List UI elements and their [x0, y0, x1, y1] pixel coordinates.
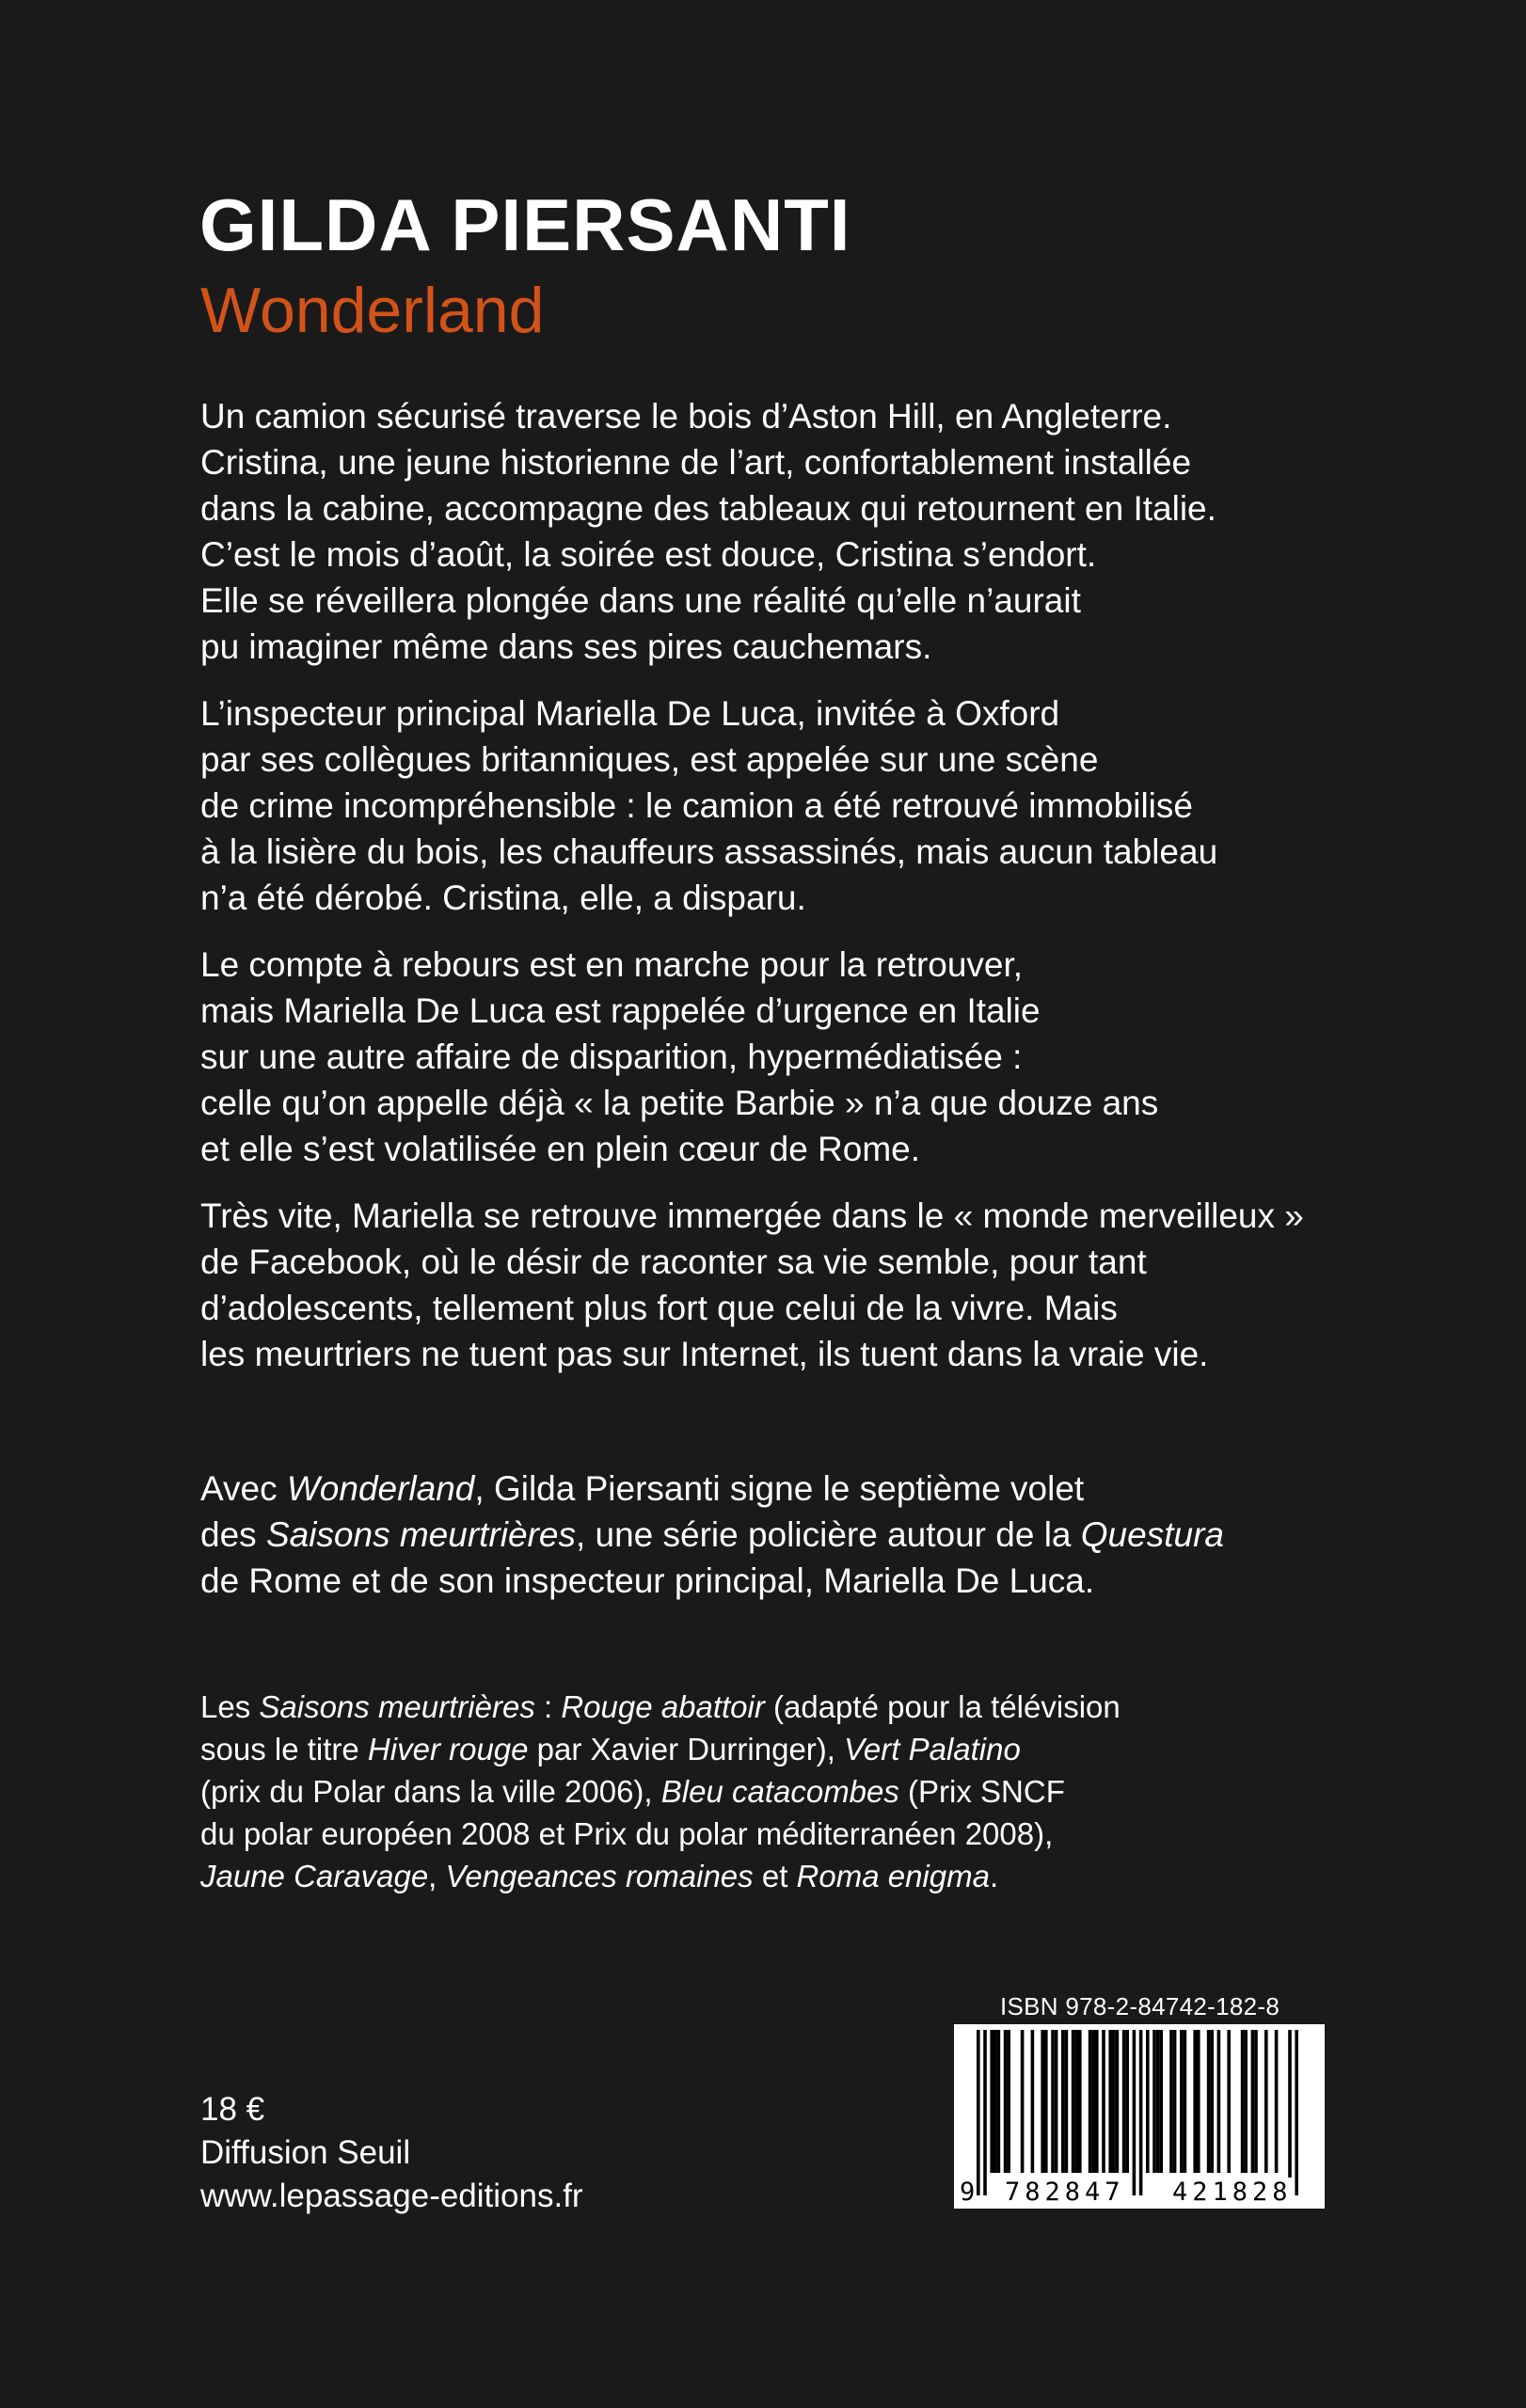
synopsis-line: celle qu’on appelle déjà « la petite Barbie » n’a que douze ans: [200, 1084, 1159, 1122]
synopsis-line: à la lisière du bois, les chauffeurs assassinés, mais aucun tableau: [200, 832, 1218, 871]
barcode-bar: [1072, 2030, 1075, 2173]
synopsis-paragraph: [200, 393, 1423, 670]
barcode-bar: [1139, 2030, 1143, 2195]
barcode-bar: [1044, 2030, 1048, 2173]
synopsis-line: mais Mariella De Luca est rappelée d’urgence en Italie: [200, 991, 1041, 1030]
barcode-bar: [1156, 2030, 1160, 2173]
barcode-bar: [1254, 2030, 1258, 2173]
synopsis-paragraph: [200, 690, 1423, 921]
other-works-line: sous le titre Hiver rouge par Xavier Durringer), Vert Palatino: [200, 1732, 1021, 1766]
synopsis-line: dans la cabine, accompagne des tableaux qui retournent en Italie.: [200, 489, 1216, 528]
synopsis-line: d’adolescents, tellement plus fort que celui de la vivre. Mais: [200, 1289, 1118, 1327]
series-note-line: de Rome et de son inspecteur principal, Mariella De Luca.: [200, 1561, 1095, 1600]
barcode-bar: [1041, 2030, 1044, 2173]
synopsis-line: Cristina, une jeune historienne de l’art, confortablement installée: [200, 443, 1192, 482]
barcode-bar: [1108, 2030, 1112, 2173]
synopsis-line: sur une autre affaire de disparition, hypermédiatisée :: [200, 1038, 1023, 1076]
barcode-bar: [1295, 2030, 1298, 2195]
series-note-line: des Saisons meurtrières, une série policière autour de la Questura: [200, 1515, 1224, 1554]
barcode-bar: [1227, 2030, 1231, 2173]
other-works: [200, 1686, 1423, 1897]
synopsis-line: C’est le mois d’août, la soirée est douce, Cristina s’endort.: [200, 535, 1097, 574]
synopsis-line: de crime incompréhensible : le camion a été retrouvé immobilisé: [200, 786, 1193, 825]
synopsis-line: et elle s’est volatilisée en plein cœur de Rome.: [200, 1130, 921, 1168]
barcode-bar: [1173, 2030, 1177, 2173]
barcode-bar: [1152, 2030, 1156, 2173]
barcode-bar: [1074, 2030, 1078, 2173]
barcode-bar: [1244, 2030, 1248, 2173]
synopsis-line: les meurtriers ne tuent pas sur Internet, ils tuent dans la vraie vie.: [200, 1335, 1209, 1373]
isbn-label: ISBN 978-2-84742-182-8: [1000, 1992, 1280, 2020]
book-title: Wonderland: [200, 275, 545, 346]
barcode-digits: [954, 2177, 1325, 2207]
barcode-bar: [1095, 2030, 1099, 2173]
barcode-bar: [1078, 2030, 1082, 2173]
barcode-bar: [1180, 2030, 1184, 2173]
barcode-bar: [1091, 2030, 1095, 2173]
barcode-bar: [1169, 2030, 1173, 2173]
barcode-bar: [1184, 2030, 1187, 2173]
synopsis-line: Très vite, Mariella se retrouve immergée dans le « monde merveilleux »: [200, 1196, 1304, 1235]
synopsis-line: de Facebook, où le désir de raconter sa vie semble, pour tant: [200, 1243, 1147, 1281]
barcode-bar: [1007, 2030, 1010, 2173]
publisher-website: www.lepassage-editions.fr: [200, 2178, 583, 2214]
price: 18 €: [200, 2091, 265, 2128]
synopsis-line: Elle se réveillera plongée dans une réalité qu’elle n’aurait: [200, 581, 1081, 620]
barcode-bar: [977, 2030, 980, 2195]
barcode-bar: [990, 2030, 993, 2173]
barcode-left-group: 782847: [1005, 2178, 1125, 2207]
synopsis-line: Le compte à rebours est en marche pour la retrouver,: [200, 945, 1024, 984]
barcode-bar: [1159, 2030, 1163, 2173]
barcode-bar: [1146, 2030, 1150, 2173]
synopsis-paragraph: [200, 1193, 1423, 1377]
barcode-bar: [1193, 2030, 1197, 2173]
barcode-bar: [1125, 2030, 1129, 2173]
synopsis-line: par ses collègues britanniques, est appelée sur une scène: [200, 740, 1099, 779]
other-works-line: Jaune Caravage, Vengeances romaines et Roma enigma.: [200, 1859, 999, 1893]
author-name: GILDA PIERSANTI: [199, 183, 851, 266]
series-note: [200, 1465, 1423, 1604]
barcode-bar: [1065, 2030, 1069, 2173]
barcode-bar: [1061, 2030, 1065, 2173]
barcode-bar: [1051, 2030, 1055, 2173]
barcode-bar: [1197, 2030, 1200, 2173]
barcode-bar: [1207, 2030, 1211, 2173]
barcode-first-digit: 9: [960, 2178, 976, 2207]
barcode-right-group: 421828: [1172, 2178, 1293, 2207]
synopsis-line: L’inspecteur principal Mariella De Luca, invitée à Oxford: [200, 694, 1060, 733]
synopsis-line: n’a été dérobé. Cristina, elle, a disparu.: [200, 879, 806, 917]
barcode-bar: [1275, 2030, 1279, 2173]
barcode-bar: [1116, 2030, 1120, 2173]
barcode-bar: [1264, 2030, 1268, 2173]
barcode-bar: [1133, 2030, 1137, 2195]
barcode-bar: [1210, 2030, 1214, 2173]
barcode-bar: [1021, 2030, 1025, 2173]
barcode-bar: [1031, 2030, 1035, 2173]
barcode-bar: [1112, 2030, 1116, 2173]
synopsis-paragraph: [200, 942, 1423, 1172]
barcode-bar: [993, 2030, 997, 2173]
barcode-bar: [1288, 2030, 1292, 2195]
barcode-bar: [1089, 2030, 1092, 2173]
price-block: [200, 2088, 583, 2218]
barcode-bar: [1055, 2030, 1058, 2173]
distributor: Diffusion Seuil: [200, 2134, 411, 2171]
synopsis-line: Un camion sécurisé traverse le bois d’Aston Hill, en Angleterre.: [200, 397, 1172, 436]
barcode-bar: [1004, 2030, 1008, 2173]
series-note-line: Avec Wonderland, Gilda Piersanti signe le septième volet: [200, 1469, 1085, 1508]
other-works-line: (prix du Polar dans la ville 2006), Bleu catacombes (Prix SNCF: [200, 1774, 1065, 1809]
barcode-bar: [1102, 2030, 1105, 2173]
other-works-line: Les Saisons meurtrières : Rouge abattoir (adapté pour la télévision: [200, 1689, 1121, 1724]
barcode: [954, 2024, 1325, 2209]
barcode-bar: [983, 2030, 987, 2195]
synopsis: [200, 393, 1423, 1398]
barcode-bar: [1217, 2030, 1221, 2173]
synopsis-line: pu imaginer même dans ses pires cauchemars.: [200, 627, 932, 666]
barcode-bar: [997, 2030, 1001, 2173]
barcode-bar: [1122, 2030, 1126, 2173]
other-works-line: du polar européen 2008 et Prix du polar méditerranéen 2008),: [200, 1816, 1054, 1851]
barcode-bar: [1251, 2030, 1255, 2173]
barcode-bar: [1241, 2030, 1245, 2173]
